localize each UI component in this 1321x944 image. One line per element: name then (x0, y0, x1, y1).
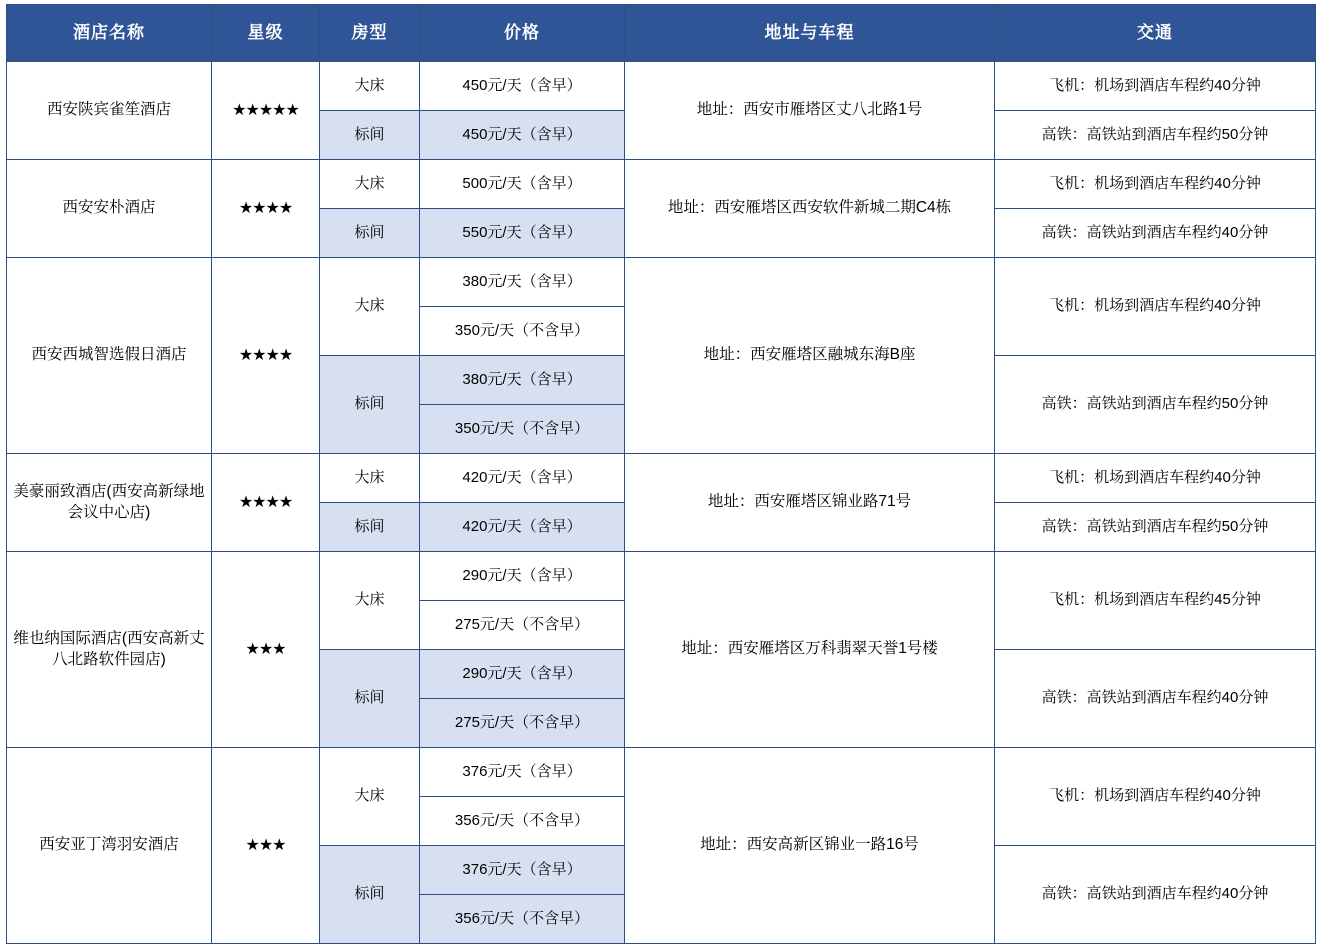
transit-cell: 飞机：机场到酒店车程约45分钟 (995, 552, 1316, 650)
hotel-name-cell: 西安安朴酒店 (7, 160, 212, 258)
star-rating-cell: ★★★★ (212, 454, 320, 552)
transit-cell: 高铁：高铁站到酒店车程约40分钟 (995, 209, 1316, 258)
room-type-cell: 标间 (320, 356, 420, 454)
price-cell: 450元/天（含早） (420, 62, 625, 111)
price-cell: 550元/天（含早） (420, 209, 625, 258)
column-header-price: 价格 (420, 5, 625, 62)
star-rating-cell: ★★★★ (212, 160, 320, 258)
table-row (7, 748, 1316, 797)
address-cell: 地址：西安市雁塔区丈八北路1号 (625, 62, 995, 160)
price-cell: 290元/天（含早） (420, 552, 625, 601)
transit-cell: 高铁：高铁站到酒店车程约40分钟 (995, 650, 1316, 748)
price-cell: 275元/天（不含早） (420, 601, 625, 650)
table-row (7, 258, 1316, 307)
transit-cell: 高铁：高铁站到酒店车程约50分钟 (995, 356, 1316, 454)
address-cell: 地址：西安雁塔区锦业路71号 (625, 454, 995, 552)
table-header (7, 5, 1316, 62)
room-type-cell: 标间 (320, 209, 420, 258)
room-type-cell: 标间 (320, 846, 420, 944)
hotel-table (6, 4, 1316, 944)
transit-cell: 高铁：高铁站到酒店车程约50分钟 (995, 111, 1316, 160)
room-type-cell: 大床 (320, 62, 420, 111)
table-header-row (7, 5, 1316, 62)
table-row (7, 160, 1316, 209)
room-type-cell: 大床 (320, 160, 420, 209)
column-header-star-rating: 星级 (212, 5, 320, 62)
price-cell: 450元/天（含早） (420, 111, 625, 160)
room-type-cell: 大床 (320, 748, 420, 846)
address-cell: 地址：西安高新区锦业一路16号 (625, 748, 995, 944)
hotel-name-cell: 维也纳国际酒店(西安高新丈八北路软件园店) (7, 552, 212, 748)
price-cell: 500元/天（含早） (420, 160, 625, 209)
transit-cell: 飞机：机场到酒店车程约40分钟 (995, 454, 1316, 503)
room-type-cell: 标间 (320, 503, 420, 552)
transit-cell: 高铁：高铁站到酒店车程约40分钟 (995, 846, 1316, 944)
price-cell: 356元/天（不含早） (420, 895, 625, 944)
table-body (7, 62, 1316, 944)
transit-cell: 飞机：机场到酒店车程约40分钟 (995, 258, 1316, 356)
address-cell: 地址：西安雁塔区西安软件新城二期C4栋 (625, 160, 995, 258)
column-header-hotel-name: 酒店名称 (7, 5, 212, 62)
star-rating-cell: ★★★★★ (212, 62, 320, 160)
price-cell: 376元/天（含早） (420, 748, 625, 797)
room-type-cell: 大床 (320, 454, 420, 503)
price-cell: 290元/天（含早） (420, 650, 625, 699)
price-cell: 420元/天（含早） (420, 503, 625, 552)
star-rating-cell: ★★★★ (212, 258, 320, 454)
price-cell: 350元/天（不含早） (420, 307, 625, 356)
price-cell: 380元/天（含早） (420, 356, 625, 405)
price-cell: 350元/天（不含早） (420, 405, 625, 454)
star-rating-cell: ★★★ (212, 748, 320, 944)
column-header-transit: 交通 (995, 5, 1316, 62)
price-cell: 380元/天（含早） (420, 258, 625, 307)
address-cell: 地址：西安雁塔区万科翡翠天誉1号楼 (625, 552, 995, 748)
room-type-cell: 大床 (320, 552, 420, 650)
hotel-name-cell: 西安亚丁湾羽安酒店 (7, 748, 212, 944)
column-header-address: 地址与车程 (625, 5, 995, 62)
hotel-name-cell: 西安陕宾雀笙酒店 (7, 62, 212, 160)
transit-cell: 飞机：机场到酒店车程约40分钟 (995, 748, 1316, 846)
room-type-cell: 标间 (320, 650, 420, 748)
price-cell: 376元/天（含早） (420, 846, 625, 895)
price-cell: 420元/天（含早） (420, 454, 625, 503)
price-cell: 356元/天（不含早） (420, 797, 625, 846)
hotel-name-cell: 美豪丽致酒店(西安高新绿地会议中心店) (7, 454, 212, 552)
address-cell: 地址：西安雁塔区融城东海B座 (625, 258, 995, 454)
table-row (7, 454, 1316, 503)
table-row (7, 62, 1316, 111)
column-header-room-type: 房型 (320, 5, 420, 62)
transit-cell: 飞机：机场到酒店车程约40分钟 (995, 160, 1316, 209)
transit-cell: 高铁：高铁站到酒店车程约50分钟 (995, 503, 1316, 552)
table-row (7, 552, 1316, 601)
transit-cell: 飞机：机场到酒店车程约40分钟 (995, 62, 1316, 111)
room-type-cell: 标间 (320, 111, 420, 160)
price-cell: 275元/天（不含早） (420, 699, 625, 748)
star-rating-cell: ★★★ (212, 552, 320, 748)
hotel-name-cell: 西安西城智选假日酒店 (7, 258, 212, 454)
room-type-cell: 大床 (320, 258, 420, 356)
